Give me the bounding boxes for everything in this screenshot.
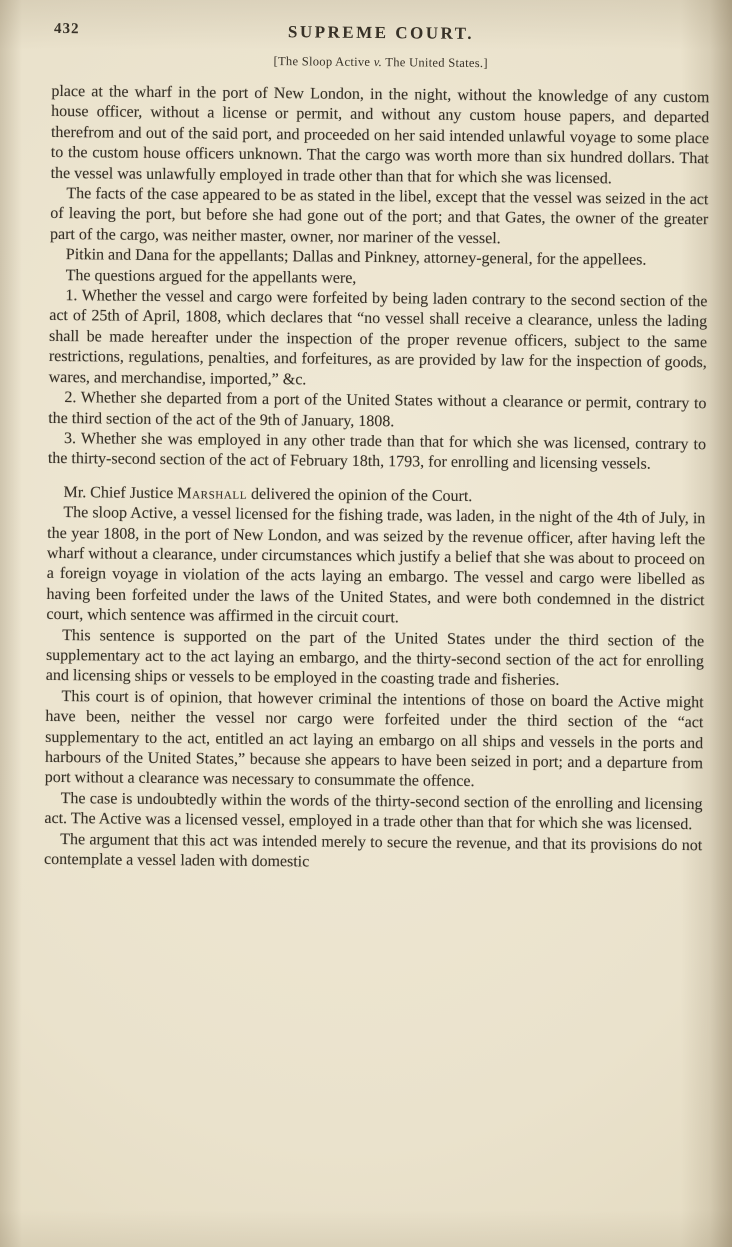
paragraph-counsel: Pitkin and Dana for the appellants; Dallas and Pinkney, attorney-general, for the appellees. xyxy=(65,246,647,269)
running-head-pre: [The Sloop Active xyxy=(273,54,374,70)
paragraph-sloop-active: The sloop Active, a vessel licensed for the fishing trade, was laden, in the night of the 4th of July, in the year 1808, in the port of New London, and was seized by the revenue officer, after having left the wharf without a clearance, under circumstances which justify a belief that she was about to proceed on a foreign voyage in violation of the acts laying an embargo. The vessel and cargo were libelled as having been forfeited under the laws of the United States, and were both condemned in the district court, which sentence was affirmed in the circuit court. xyxy=(46,504,706,627)
paragraph-sentence-supported: This sentence is supported on the part of the United States under the third section of the supplementary act to the act laying an embargo, and the thirty-second section of the act for enrolling and licensing ships or vessels to be employed in the coasting trade and fisheries. xyxy=(45,626,705,690)
paragraph-court-opinion: This court is of opinion, that however criminal the intentions of those on board the Active might have been, neither the vessel nor cargo were forfeited under the third section of the “act supplementary to the act, entitled an act laying an embargo on all ships and vessels in the ports and harbours of the United States,” because she appears to have been seized in port; and a departure from port without a clearance was necessary to consummate the offence. xyxy=(44,687,704,791)
paragraph-facts: The facts of the case appeared to be as stated in the libel, except that the vessel was seized in the act of leaving the port, but before she had gone out of the port; and that Gates, the owner of the greater part of the cargo, was neither master, owner, nor mariner of the vessel. xyxy=(49,185,709,248)
running-head xyxy=(52,52,710,73)
page-header xyxy=(52,20,710,52)
running-head-post: The United States.] xyxy=(382,55,488,71)
opinion-post: delivered the opinion of the Court. xyxy=(247,485,473,505)
opinion-justice-name: Marshall xyxy=(177,484,248,503)
paragraph-question-1: 1. Whether the vessel and cargo were forfeited by being laden contrary to the second section of the act of 25th of April, 1808, which declares that “no vessel shall receive a clearance, unless the lading shall be made hereafter under the inspection of the proper revenue officers, subject to the same restrictions, regulations, penalties, and forfeitures, as are provided by law for the inspection of goods, wares, and merchandise, imported,” &c. xyxy=(48,287,708,389)
paragraph-argument-revenue: The argument that this act was intended merely to secure the revenue, and that its provisions do not contemplate a vessel laden with domestic xyxy=(43,830,703,871)
paragraph-questions-intro: The questions argued for the appellants were, xyxy=(65,266,357,287)
running-head-versus: v. xyxy=(373,55,383,70)
paragraph-case-words: The case is undoubtedly within the words of the thirty-second section of the enrolling and licensing act. The Active was a licensed vessel, employed in a trade other than that for which she was licensed. xyxy=(44,789,703,834)
paragraph-continuation: place at the wharf in the port of New London, in the night, without the knowledge of any custom house officer, without a license or permit, and without any custom house papers, and departed therefrom and out of the said port, and proceeded on her said intended unlawful voyage to some place to the custom house officers unknown. That the cargo was worth more than six hundred dollars. That the vessel was unlawfully employed in trade other than that for which she was licensed. xyxy=(50,82,710,187)
header-title: SUPREME COURT. xyxy=(287,22,475,43)
page-number: 432 xyxy=(53,20,80,38)
body-text xyxy=(44,82,710,877)
paragraph-question-2: 2. Whether she departed from a port of the United States without a clearance or permit, contrary to the third section of the act of the 9th of January, 1808. xyxy=(48,389,707,430)
paragraph-question-3: 3. Whether she was employed in any other trade than that for which she was licensed, contrary to the thirty-second section of the act of February 18th, 1793, for enrolling and licensing vessels. xyxy=(47,429,707,474)
opinion-pre: Mr. Chief Justice xyxy=(63,483,178,502)
